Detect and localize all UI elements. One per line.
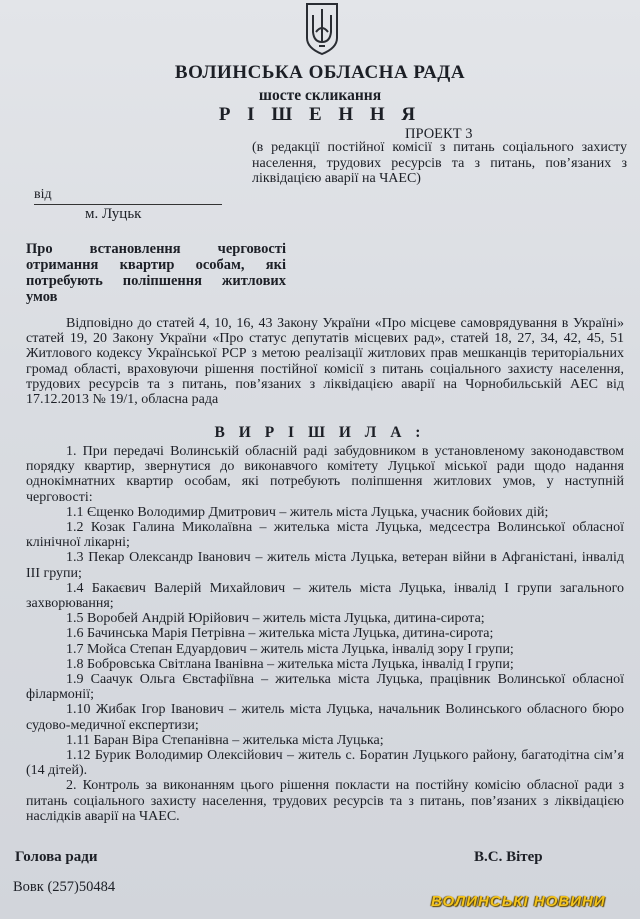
project-number: ПРОЕКТ 3	[405, 126, 473, 142]
document-type: Р І Ш Е Н Н Я	[218, 104, 422, 125]
contact-line: Вовк (257)50484	[13, 879, 116, 895]
decision-item: 1.3 Пекар Олександр Іванович – житель міста Луцька, ветеран війни в Афганістані, інвалід ІІІ групи;	[26, 550, 624, 581]
subject-heading: Про встановлення черговості отримання квартир особам, які потребують поліпшення житлових умов	[26, 241, 286, 305]
convocation: шосте скликання	[258, 87, 382, 104]
decision-item: 1.7 Мойса Степан Едуардович – житель міста Луцька, інвалід зору І групи;	[66, 641, 514, 657]
preamble-paragraph: Відповідно до статей 4, 10, 16, 43 Закону України «Про місцеве самоврядування в Україні» статей 19, 20 Закону України «Про статус депутатів місцевих рад», статей 18, 27, 34, 42, 45, 51 Житлового кодексу Української РСР з метою реалізації житлових прав мешканців територіальних громад області, враховуючи рішення постійної комісії з питань соціального захисту населення, трудових ресурсів та з питань, пов’язаних з ліквідацією аварії на Чорнобильській АЕС від 17.12.2013 № 19/1, обласна рада	[26, 316, 624, 408]
decision-item: 1.12 Бурик Володимир Олексійович – житель с. Боратин Луцького району, багатодітна сім’я (14 дітей).	[26, 748, 624, 779]
decision-item: 1.5 Воробей Андрій Юрійович – житель міста Луцька, дитина-сирота;	[66, 611, 485, 627]
signature-name: В.С. Вітер	[474, 849, 543, 865]
date-field	[34, 187, 222, 205]
decision-item: 1.11 Баран Віра Степанівна – жителька міста Луцька;	[66, 732, 384, 748]
council-name: ВОЛИНСЬКА ОБЛАСНА РАДА	[174, 62, 466, 83]
decision-item: 1.4 Бакаєвич Валерій Михайлович – житель міста Луцька, інвалід І групи загального захворювання;	[26, 580, 624, 612]
decision-item: 2. Контроль за виконанням цього рішення покласти на постійну комісію обласної ради з питань соціального захисту населення, трудових ресурсів та з питань, пов’язаних з ліквідацією наслідків аварії на ЧАЕС.	[26, 778, 624, 824]
committee-note: (в редакції постійної комісії з питань соціального захисту населення, трудових ресурсів та з питань, пов’язаних з ліквідацією аварії на ЧАЕС)	[252, 140, 627, 186]
city: м. Луцьк	[85, 206, 142, 222]
signature-role: Голова ради	[15, 849, 98, 865]
decision-item: 1.6 Бачинська Марія Петрівна – жителька міста Луцька, дитина-сирота;	[66, 626, 494, 642]
decision-items	[26, 444, 624, 824]
decision-item: 1. При передачі Волинській обласній раді забудовником в установленому законодавством порядку квартир, звернутися до виконавчого комітету Луцької міської ради щодо надання однокімнатних квартир особам, які потребують поліпшення житлових умов, у наступній черговості:	[26, 444, 624, 505]
decision-item: 1.1 Єщенко Володимир Дмитрович – житель міста Луцька, учасник бойових дій;	[66, 504, 549, 520]
decision-item: 1.10 Жибак Ігор Іванович – житель міста Луцька, начальник Волинського обласного бюро судово-медичної експертизи;	[26, 702, 624, 733]
decision-item: 1.2 Козак Галина Миколаївна – жителька міста Луцька, медсестра Волинської обласної клінічної лікарні;	[26, 520, 624, 551]
resolved-heading: В И Р І Ш И Л А :	[214, 424, 426, 441]
date-label: від	[34, 187, 52, 202]
trident-coat-of-arms-icon	[305, 2, 339, 56]
decision-item: 1.9 Саачук Ольга Євстафіївна – жителька міста Луцька, працівник Волинської обласної філармонії;	[26, 672, 624, 703]
news-watermark: ВОЛИНСЬКІ НОВИНИ	[431, 893, 606, 910]
decision-item: 1.8 Бобровська Світлана Іванівна – жителька міста Луцька, інвалід І групи;	[66, 656, 514, 672]
